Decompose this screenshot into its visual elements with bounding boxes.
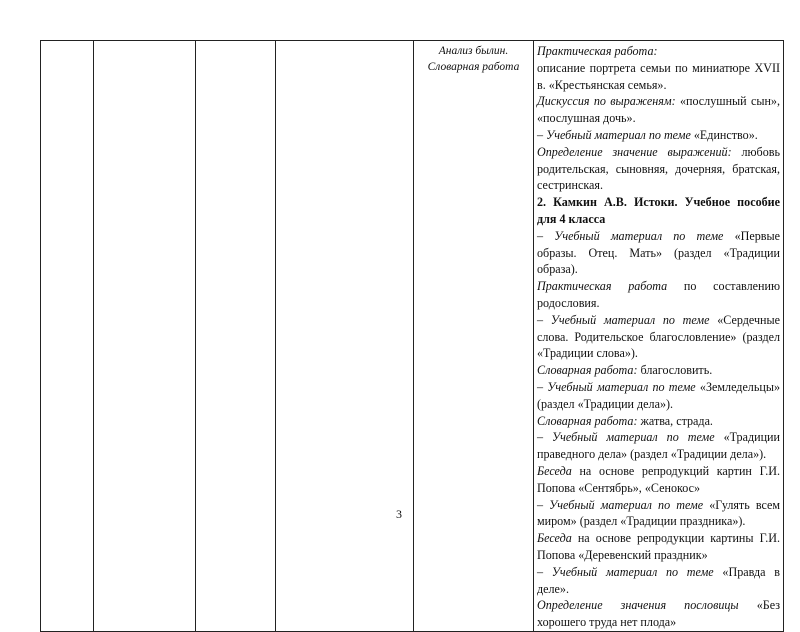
page-number: 3 <box>396 507 402 521</box>
content-paragraph <box>537 144 780 194</box>
paragraph-lead: Практическая работа <box>537 279 668 294</box>
paragraph-lead: Определение значение выражений: <box>537 144 732 159</box>
content-paragraph <box>537 93 780 127</box>
content-paragraph <box>537 413 780 430</box>
paragraph-text: жатва, страда. <box>637 413 713 428</box>
paragraph-lead: – Учебный материал по теме <box>537 127 691 142</box>
content-paragraph <box>537 43 780 60</box>
table-cell <box>196 41 276 632</box>
paragraph-text: «Без хорошего труда нет плода» <box>537 598 780 630</box>
paragraph-text: на основе репродукции картины Г.И. Попова «Деревенский праздник» <box>537 531 780 562</box>
content-paragraph <box>537 278 780 312</box>
paragraph-lead: – Учебный материал по теме <box>537 312 710 327</box>
content-paragraph <box>537 463 780 497</box>
paragraph-lead: – Учебный материал по теме <box>537 228 724 243</box>
paragraph-lead: Практическая работа: <box>537 44 658 58</box>
activity-type-line: Словарная работа <box>427 61 520 73</box>
paragraph-text: «Традиции праведного дела» (раздел «Традиции дела»). <box>537 430 781 462</box>
lesson-plan-table <box>40 40 784 632</box>
paragraph-lead: – Учебный материал по теме <box>537 497 704 512</box>
paragraph-text: «Первые образы. Отец. Мать» (раздел «Традиции образа). <box>537 228 780 277</box>
content-paragraph <box>537 530 780 564</box>
paragraph-lead: Беседа <box>537 531 572 546</box>
table-cell <box>276 41 414 632</box>
content-paragraph <box>537 60 780 94</box>
paragraph-text: на основе репродукций картин Г.И. Попова «Сентябрь», «Сенокос» <box>537 463 780 495</box>
content-paragraph <box>537 194 780 228</box>
table-cell <box>41 41 94 632</box>
paragraph-text: «Единство». <box>690 127 758 142</box>
paragraph-text: «Земледельцы» (раздел «Традиции дела»). <box>537 379 781 411</box>
content-paragraph <box>537 497 780 531</box>
paragraph-text: по составлению родословия. <box>537 279 780 310</box>
content-paragraph <box>537 312 780 362</box>
content-paragraph <box>537 228 780 278</box>
paragraph-lead: Словарная работа: <box>537 413 638 428</box>
paragraph-text: благословить. <box>637 363 713 378</box>
paragraph-lead: Словарная работа: <box>537 363 638 378</box>
content-paragraph <box>537 597 780 631</box>
content-paragraph <box>537 429 780 463</box>
content-paragraph <box>537 379 780 413</box>
content-cell <box>534 41 784 632</box>
paragraph-lead: – Учебный материал по теме <box>537 379 696 394</box>
paragraph-text: любовь родительская, сыновняя, дочерняя, братская, сестринская. <box>537 144 780 193</box>
paragraph-text: «Сердечные слова. Родительское благословление» (раздел «Традиции слова»). <box>537 312 780 361</box>
activity-type-line: Анализ былин. <box>438 45 509 57</box>
paragraph-text: описание портрета семьи по миниатюре XVII в. «Крестьянская семья». <box>537 60 780 92</box>
paragraph-text: «Гулять всем миром» (раздел «Традиции праздника»). <box>537 497 781 529</box>
paragraph-text: «послушный сын», «послушная дочь». <box>537 94 780 126</box>
table-row <box>41 41 784 632</box>
content-text <box>534 41 783 631</box>
paragraph-lead: – Учебный материал по теме <box>537 430 715 445</box>
section-heading: 2. Камкин А.В. Истоки. Учебное пособие для 4 класса <box>537 195 780 226</box>
paragraph-text: «Правда в деле». <box>537 564 780 596</box>
content-paragraph <box>537 362 780 379</box>
paragraph-lead: Дискуссия по выраженям: <box>537 94 676 109</box>
paragraph-lead: – Учебный материал по теме <box>537 564 714 579</box>
content-paragraph <box>537 564 780 598</box>
content-paragraph <box>537 127 780 144</box>
paragraph-lead: Беседа <box>537 463 572 478</box>
table-cell <box>94 41 196 632</box>
paragraph-lead: Определение значения пословицы <box>537 598 739 613</box>
activity-type-cell <box>414 41 534 632</box>
